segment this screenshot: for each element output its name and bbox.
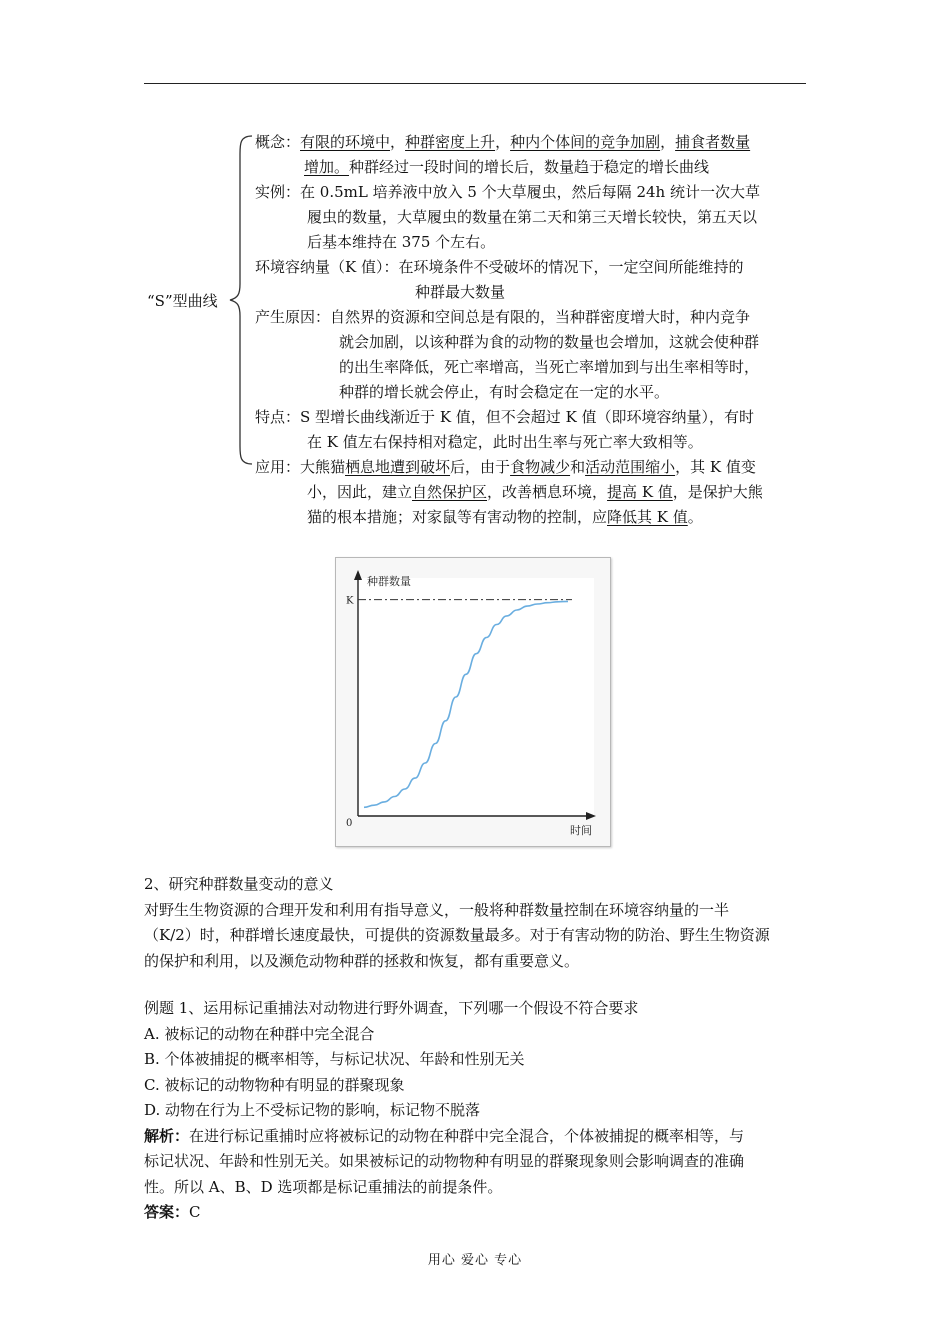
analysis: 解析：在进行标记重捕时应将被标记的动物在种群中完全混合，个体被捕捉的概率相等，与 (144, 1126, 745, 1145)
outline-items (255, 130, 810, 530)
analysis-line-2: 标记状况、年龄和性别无关。如果被标记的动物物种有明显的群聚现象则会影响调查的准确 (144, 1152, 745, 1170)
option-a: A. 被标记的动物在种群中完全混合 (144, 1024, 375, 1043)
answer: 答案：C (144, 1203, 201, 1221)
curly-brace (228, 134, 254, 466)
page-footer: 用心 爱心 专心 (427, 1253, 523, 1268)
outline-cause: 产生原因：自然界的资源和空间总是有限的，当种群密度增大时，种内竞争 就会加剧，以该种群为食的动物的数量也会增加，这就会使种群 的出生率降低，死亡率增高，当死亡率增加到与出生率相等时， 种群的增长就会停止，有时会稳定在一定的水平。 (255, 308, 760, 401)
outline-capacity: 环境容纳量（K 值）：在环境条件不受破坏的情况下，一定空间所能维持的 种群最大数量 (255, 258, 744, 301)
outline-feature: 特点：S 型增长曲线渐近于 K 值，但不会超过 K 值（即环境容纳量），有时 在 K 值左右保持相对稳定，此时出生率与死亡率大致相等。 (255, 408, 755, 451)
analysis-line-3: 性。所以 A、B、D 选项都是标记重捕法的前提条件。 (144, 1177, 503, 1196)
section-2-title: 2、研究种群数量变动的意义 (144, 875, 334, 893)
option-c: C. 被标记的动物物种有明显的群聚现象 (144, 1075, 405, 1094)
outline-example: 实例：在 0.5mL 培养液中放入 5 个大草履虫，然后每隔 24h 统计一次大草 履虫的数量，大草履虫的数量在第二天和第三天增长较快，第五天以 后基本维持在 375 个左右。 (255, 183, 760, 251)
option-d: D. 动物在行为上不受标记物的影响，标记物不脱落 (144, 1101, 481, 1119)
section-2-line-3: 的保护和利用，以及濒危动物种群的拯救和恢复，都有重要意义。 (144, 951, 580, 970)
section-2 (144, 872, 810, 974)
example-1 (144, 996, 810, 1226)
outline-label: “S”型曲线 (147, 292, 218, 310)
origin-label: 0 (346, 818, 353, 829)
k-tick-label: K (346, 595, 354, 607)
option-b: B. 个体被捕捉的概率相等，与标记状况、年龄和性别无关 (144, 1050, 525, 1068)
y-axis-label: 种群数量 (367, 575, 411, 588)
y-axis-arrow-icon (354, 570, 362, 580)
plot-area (358, 578, 594, 816)
outline-concept: 概念：有限的环境中，种群密度上升，种内个体间的竞争加剧，捕食者数量 增加。种群经过一段时间的增长后，数量趋于稳定的增长曲线 (255, 133, 751, 176)
section-2-line-1: 对野生生物资源的合理开发和利用有指导意义，一般将种群数量控制在环境容纳量的一半 (144, 900, 730, 919)
x-axis-label: 时间 (570, 824, 592, 837)
outline-application: 应用：大熊猫栖息地遭到破坏后，由于食物减少和活动范围缩小，其 K 值变 小，因此，建立自然保护区，改善栖息环境，提高 K 值，是保护大熊 猫的根本措施；对家鼠等有害动物的控制，应降低其 K 值。 (255, 458, 763, 526)
chart-svg (336, 558, 610, 846)
header-rule (144, 83, 806, 84)
s-curve-chart (335, 557, 611, 847)
example-question: 例题 1、运用标记重捕法对动物进行野外调查，下列哪一个假设不符合要求 (144, 999, 639, 1017)
section-2-line-2: （K/2）时，种群增长速度最快，可提供的资源数量最多。对于有害动物的防治、野生生物资源 (144, 926, 770, 944)
